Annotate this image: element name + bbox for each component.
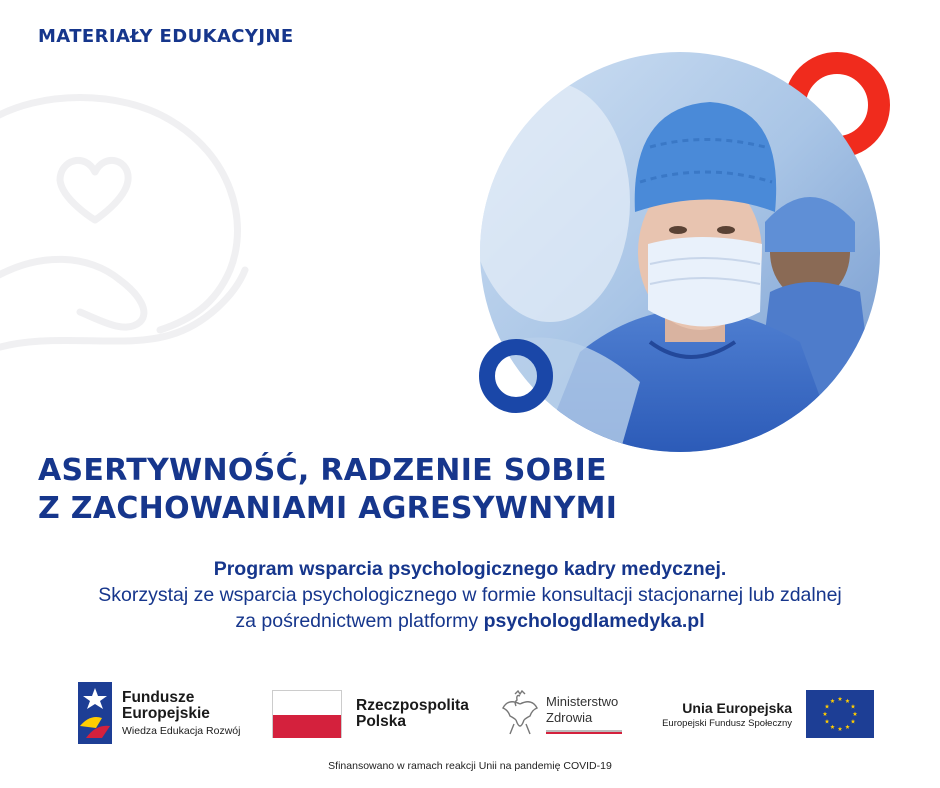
rzeczpospolita-line-1: Rzeczpospolita: [356, 697, 469, 714]
title-line-2: Z ZACHOWANIAMI AGRESYWNYMI: [38, 491, 618, 526]
funding-footnote: Sfinansowano w ramach reakcji Unii na pandemię COVID-19: [328, 760, 612, 772]
fundusze-line-1: Fundusze: [122, 689, 195, 706]
heart-hand-outline-icon: [0, 80, 260, 400]
white-eagle-icon: [500, 690, 540, 738]
program-description: [0, 556, 940, 634]
page-title: [38, 452, 617, 528]
ministerstwo-flag-bar: [546, 730, 622, 734]
funding-logos-bar: [0, 680, 940, 746]
blue-ring-icon: [478, 338, 554, 414]
fundusze-star-icon: [78, 682, 112, 744]
unia-line-1: Unia Europejska: [682, 700, 792, 716]
platform-link[interactable]: psychologdlamedyka.pl: [483, 610, 705, 632]
title-line-1: ASERTYWNOŚĆ, RADZENIE SOBIE: [38, 453, 607, 488]
fundusze-line-3: Wiedza Edukacja Rozwój: [122, 725, 241, 737]
program-line-3: [0, 608, 940, 634]
program-title: Program wsparcia psychologicznego kadry medycznej.: [213, 558, 727, 580]
program-line-2: Skorzystaj ze wsparcia psychologicznego w formie konsultacji stacjonarnej lub zdalnej: [98, 584, 842, 606]
polish-flag: [272, 690, 342, 738]
fundusze-line-2: Europejskie: [122, 705, 210, 722]
rzeczpospolita-line-2: Polska: [356, 713, 406, 730]
ministerstwo-line-1: Ministerstwo: [546, 694, 619, 709]
unia-line-2: Europejski Fundusz Społeczny: [662, 718, 792, 729]
ministerstwo-line-2: Zdrowia: [546, 710, 593, 725]
eu-stars-icon: [806, 690, 874, 738]
page-category-label: MATERIAŁY EDUKACYJNE: [38, 26, 294, 47]
program-line-3-prefix: za pośrednictwem platformy: [235, 610, 484, 632]
